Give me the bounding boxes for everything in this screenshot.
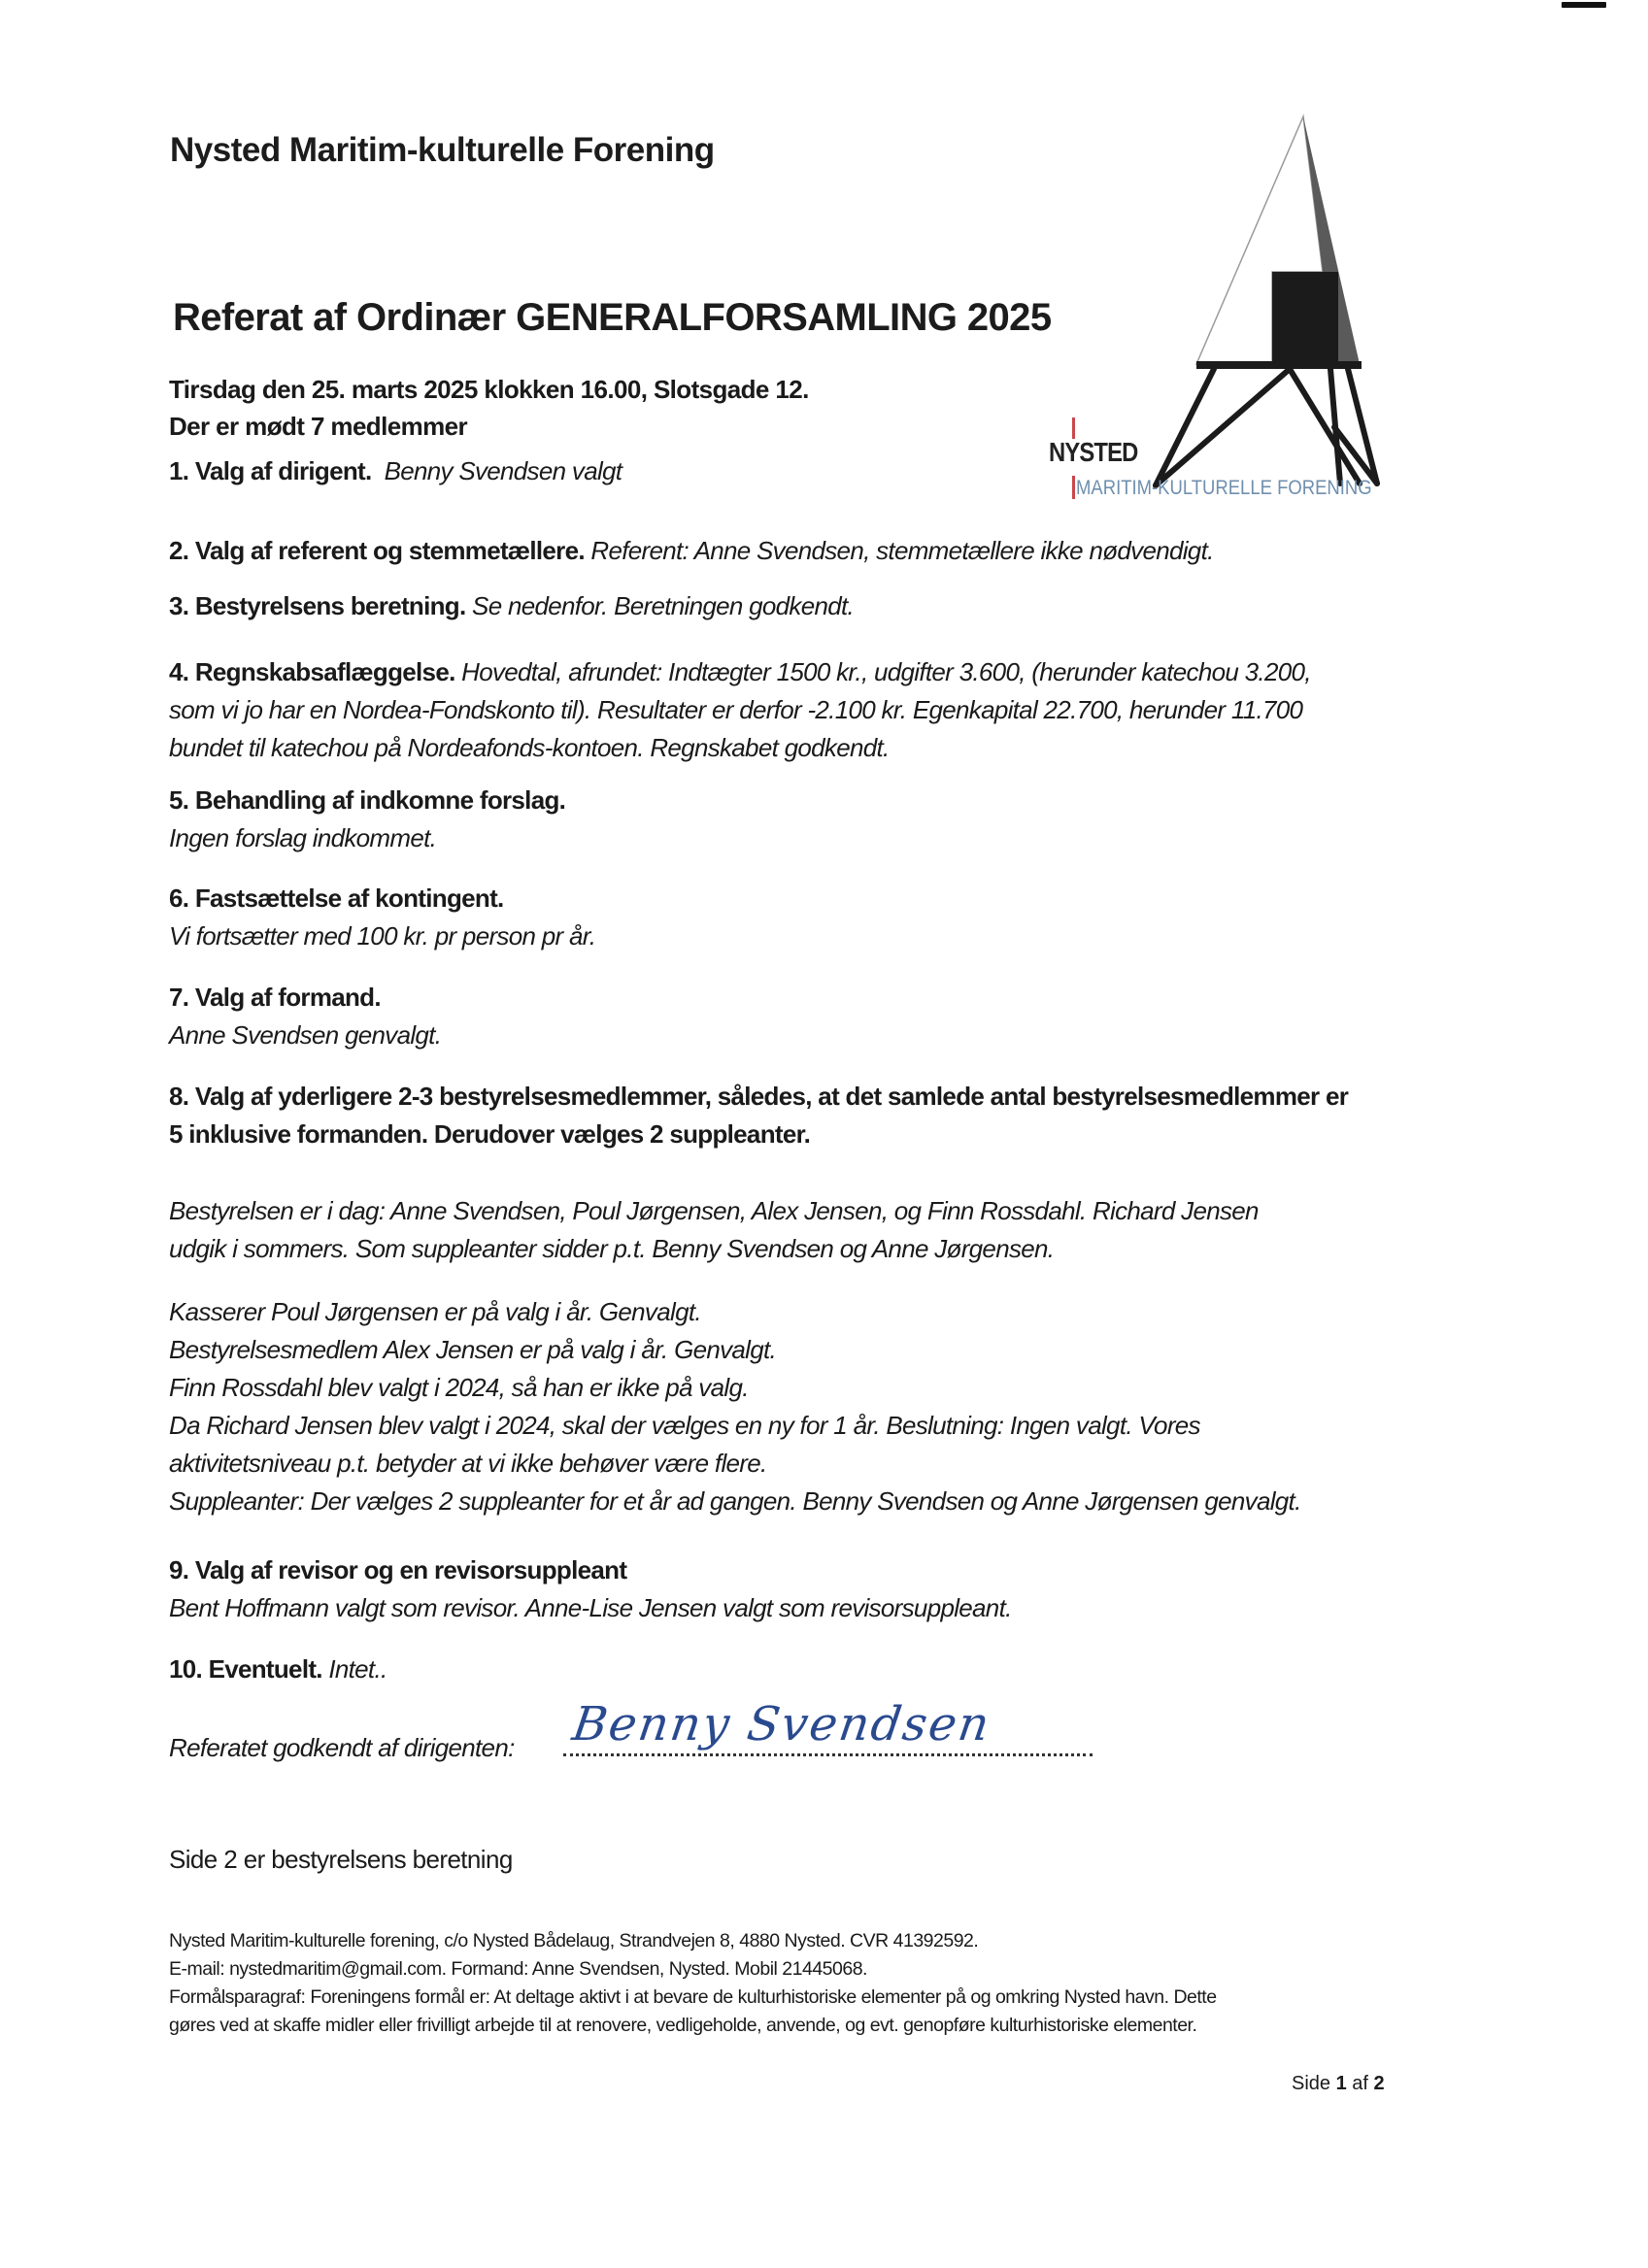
item-number: 3. bbox=[169, 591, 189, 620]
item-body-line: som vi jo har en Nordea-Fondskonto til). Resultater er derfor -2.100 kr. Egenkapital 22.700, herunder 11.700 bbox=[169, 695, 1303, 724]
board-status-line: udgik i sommers. Som suppleanter sidder p.t. Benny Svendsen og Anne Jørgensen. bbox=[169, 1234, 1055, 1263]
item-heading: Bestyrelsens beretning. bbox=[194, 591, 466, 620]
item-heading: Regnskabsaflæggelse. bbox=[194, 657, 455, 686]
item-heading: Behandling af indkomne forslag. bbox=[194, 785, 566, 815]
election-line: Bestyrelsesmedlem Alex Jensen er på valg i år. Genvalgt. bbox=[169, 1335, 777, 1364]
handwritten-signature: Benny Svendsen bbox=[569, 1697, 994, 1751]
election-line: Suppleanter: Der vælges 2 suppleanter for et år ad gangen. Benny Svendsen og Anne Jørgensen genvalgt. bbox=[169, 1486, 1301, 1516]
agenda-item-8 bbox=[169, 1078, 1461, 1520]
footer-address-line: Nysted Maritim-kulturelle forening, c/o Nysted Bådelaug, Strandvejen 8, 4880 Nysted. CVR 41392592. bbox=[169, 1930, 979, 1951]
item-body: Benny Svendsen valgt bbox=[384, 456, 622, 485]
election-line: Finn Rossdahl blev valgt i 2024, så han er ikke på valg. bbox=[169, 1373, 749, 1402]
item-number: 7. bbox=[169, 983, 189, 1012]
item-body: Se nedenfor. Beretningen godkendt. bbox=[472, 591, 855, 620]
agenda-item-6 bbox=[169, 880, 1461, 955]
item-number: 1. bbox=[169, 456, 189, 485]
footer-contact-line: E-mail: nystedmaritim@gmail.com. Formand: Anne Svendsen, Nysted. Mobil 21445068. bbox=[169, 1958, 867, 1980]
footer-purpose-line: gøres ved at skaffe midler eller frivilligt arbejde til at renovere, vedligeholde, anvende, og evt. genopføre kulturhistoriske elementer. bbox=[169, 2015, 1197, 2036]
election-line: Kasserer Poul Jørgensen er på valg i år. Genvalgt. bbox=[169, 1297, 701, 1326]
item-body: Vi fortsætter med 100 kr. pr person pr år. bbox=[169, 921, 596, 951]
page-prefix: Side bbox=[1292, 2073, 1331, 2094]
agenda-item-2 bbox=[169, 532, 1461, 570]
item-number: 2. bbox=[169, 536, 189, 565]
document-title: Referat af Ordinær GENERALFORSAMLING 2025 bbox=[173, 296, 1052, 339]
item-heading: Eventuelt. bbox=[208, 1654, 322, 1684]
item-number: 10. bbox=[169, 1654, 203, 1684]
item-number: 4. bbox=[169, 657, 189, 686]
signature-line bbox=[563, 1753, 1093, 1756]
item-body: Bent Hoffmann valgt som revisor. Anne-Lise Jensen valgt som revisorsuppleant. bbox=[169, 1593, 1012, 1622]
item-heading-line: 5 inklusive formanden. Derudover vælges 2 suppleanter. bbox=[169, 1119, 811, 1149]
organization-name: Nysted Maritim-kulturelle Forening bbox=[170, 131, 715, 169]
item-number: 8. bbox=[169, 1082, 189, 1111]
agenda-item-10 bbox=[169, 1651, 1461, 1688]
logo-wordmark: NYSTED bbox=[1049, 437, 1138, 467]
logo-accent-bar bbox=[1072, 417, 1075, 439]
item-heading: Valg af referent og stemmetællere. bbox=[194, 536, 585, 565]
scan-artifact bbox=[1562, 2, 1606, 8]
logo-subtitle: MARITIM-KULTURELLE FORENING bbox=[1076, 477, 1372, 499]
agenda-item-3 bbox=[169, 587, 1461, 625]
page-separator: af bbox=[1352, 2073, 1368, 2094]
item-body: Ingen forslag indkommet. bbox=[169, 823, 437, 852]
item-heading: Valg af dirigent. bbox=[194, 456, 372, 485]
page-total: 2 bbox=[1373, 2073, 1385, 2094]
election-line: Da Richard Jensen blev valgt i 2024, skal der vælges en ny for 1 år. Beslutning: Ingen valgt. Vores bbox=[169, 1411, 1200, 1440]
item-body-line: bundet til katechou på Nordeafonds-kontoen. Regnskabet godkendt. bbox=[169, 733, 890, 762]
item-heading: Valg af revisor og en revisorsuppleant bbox=[194, 1555, 627, 1584]
board-status-line: Bestyrelsen er i dag: Anne Svendsen, Poul Jørgensen, Alex Jensen, og Finn Rossdahl. Richard Jensen bbox=[169, 1196, 1259, 1225]
agenda-item-4 bbox=[169, 653, 1461, 767]
agenda-item-9 bbox=[169, 1551, 1461, 1627]
page-current: 1 bbox=[1335, 2073, 1347, 2094]
page-number bbox=[1292, 2073, 1385, 2095]
item-body-line: Hovedtal, afrundet: Indtægter 1500 kr., udgifter 3.600, (herunder katechou 3.200, bbox=[461, 657, 1311, 686]
attendance-line: Der er mødt 7 medlemmer bbox=[169, 412, 467, 441]
item-body: Intet.. bbox=[328, 1654, 387, 1684]
item-heading: Valg af formand. bbox=[194, 983, 381, 1012]
footer-purpose-line: Formålsparagraf: Foreningens formål er: At deltage aktivt i at bevare de kulturhistoriske elementer på og omkring Nysted havn. Dette bbox=[169, 1986, 1217, 2008]
meeting-date-line: Tirsdag den 25. marts 2025 klokken 16.00, Slotsgade 12. bbox=[169, 375, 809, 404]
approval-label: Referatet godkendt af dirigenten: bbox=[169, 1733, 515, 1762]
item-heading: Fastsættelse af kontingent. bbox=[194, 884, 504, 913]
item-body: Anne Svendsen genvalgt. bbox=[169, 1020, 442, 1050]
agenda-item-1 bbox=[169, 452, 1461, 490]
item-number: 6. bbox=[169, 884, 189, 913]
footer bbox=[169, 1927, 1470, 2040]
item-heading-line: Valg af yderligere 2-3 bestyrelsesmedlemmer, således, at det samlede antal bestyrelsesmedlemmer er bbox=[194, 1082, 1349, 1111]
agenda-item-7 bbox=[169, 979, 1461, 1054]
item-body: Referent: Anne Svendsen, stemmetællere ikke nødvendigt. bbox=[590, 536, 1214, 565]
item-number: 9. bbox=[169, 1555, 189, 1584]
item-number: 5. bbox=[169, 785, 189, 815]
election-line: aktivitetsniveau p.t. betyder at vi ikke behøver være flere. bbox=[169, 1449, 767, 1478]
agenda-item-5 bbox=[169, 782, 1461, 857]
organization-logo bbox=[1039, 107, 1428, 505]
page-2-note: Side 2 er bestyrelsens beretning bbox=[169, 1845, 513, 1874]
